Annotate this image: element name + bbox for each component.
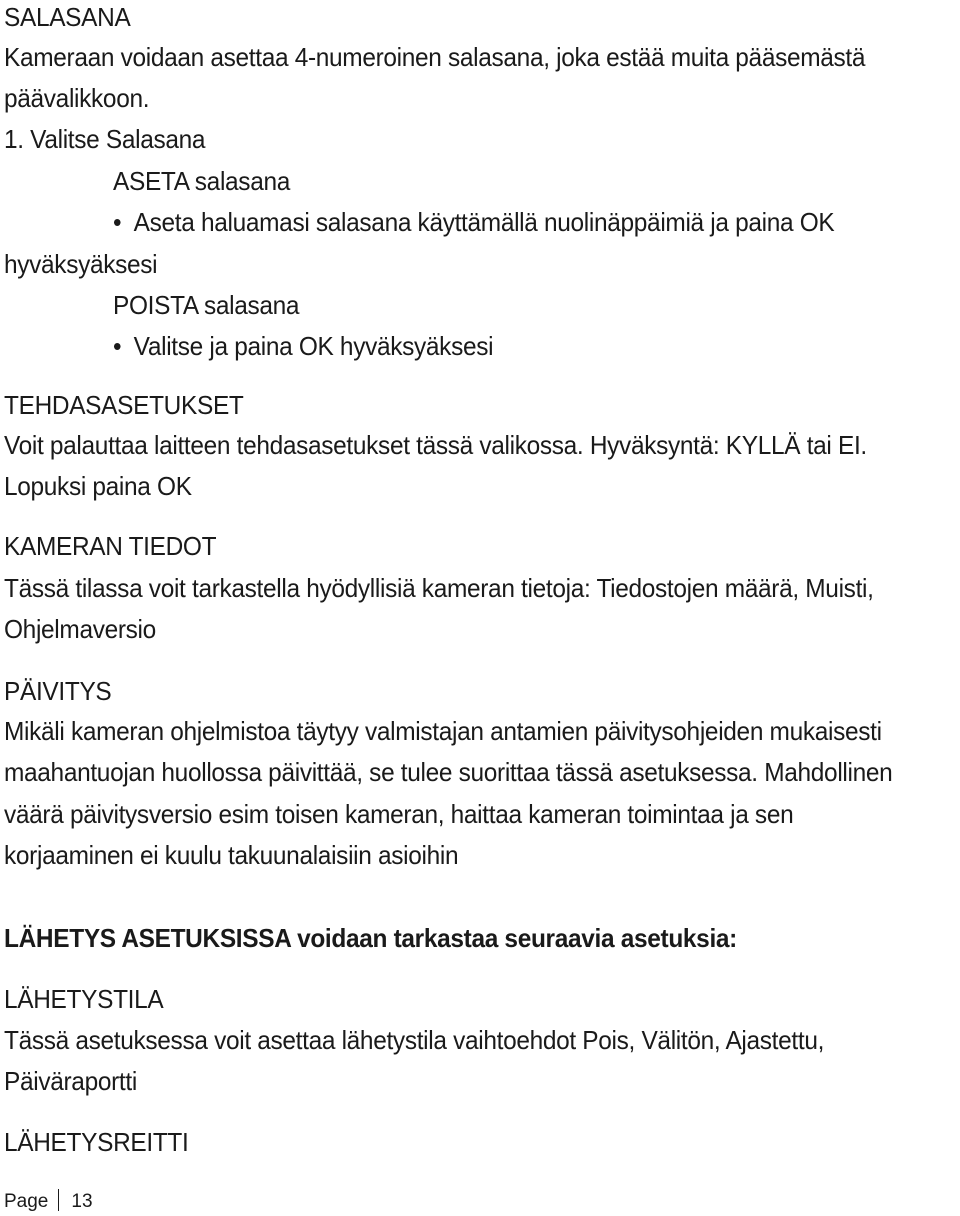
sub-heading-aseta: ASETA salasana	[113, 166, 290, 196]
paragraph-line: Ohjelmaversio	[4, 614, 156, 644]
paragraph-line: hyväksyäksesi	[4, 249, 158, 279]
footer-divider	[58, 1189, 59, 1211]
section-heading-salasana: SALASANA	[4, 2, 131, 32]
bullet-icon: •	[113, 331, 122, 361]
paragraph-line: maahantuojan huollossa päivittää, se tulee suorittaa tässä asetuksessa. Mahdollinen	[4, 757, 893, 787]
bullet-icon: •	[113, 207, 122, 237]
sub-heading-poista: POISTA salasana	[113, 290, 300, 320]
paragraph-line: Voit palauttaa laitteen tehdasasetukset tässä valikossa. Hyväksyntä: KYLLÄ tai EI.	[4, 430, 867, 460]
paragraph-line: Tässä tilassa voit tarkastella hyödyllisiä kameran tietoja: Tiedostojen määrä, Muisti,	[4, 573, 874, 603]
paragraph-line: väärä päivitysversio esim toisen kameran, haittaa kameran toimintaa ja sen	[4, 799, 794, 829]
paragraph-line: Päiväraportti	[4, 1066, 137, 1096]
paragraph-line: Tässä asetuksessa voit asettaa lähetystila vaihtoehdot Pois, Välitön, Ajastettu,	[4, 1025, 825, 1055]
paragraph-line: korjaaminen ei kuulu takuunalaisiin asioihin	[4, 840, 459, 870]
step-line: 1. Valitse Salasana	[4, 124, 206, 154]
bullet-item	[113, 331, 493, 361]
section-heading-paivitys: PÄIVITYS	[4, 676, 112, 706]
paragraph-line: Kameraan voidaan asettaa 4-numeroinen salasana, joka estää muita pääsemästä	[4, 42, 866, 72]
section-heading-tehdasasetukset: TEHDASASETUKSET	[4, 390, 244, 420]
section-heading-lahetysreitti: LÄHETYSREITTI	[4, 1127, 189, 1157]
page-number: 13	[71, 1191, 93, 1212]
page-footer	[4, 1189, 93, 1214]
bullet-item	[113, 207, 834, 237]
section-heading-lahetys: LÄHETYS ASETUKSISSA voidaan tarkastaa seuraavia asetuksia:	[4, 923, 737, 953]
paragraph-line: Lopuksi paina OK	[4, 471, 192, 501]
bullet-text: Aseta haluamasi salasana käyttämällä nuolinäppäimiä ja paina OK	[133, 207, 835, 237]
section-heading-lahetystila: LÄHETYSTILA	[4, 984, 164, 1014]
bullet-text: Valitse ja paina OK hyväksyäksesi	[133, 331, 494, 361]
paragraph-line: päävalikkoon.	[4, 83, 150, 113]
section-heading-kameran-tiedot: KAMERAN TIEDOT	[4, 531, 217, 561]
paragraph-line: Mikäli kameran ohjelmistoa täytyy valmistajan antamien päivitysohjeiden mukaisesti	[4, 716, 882, 746]
page-label: Page	[4, 1191, 49, 1212]
